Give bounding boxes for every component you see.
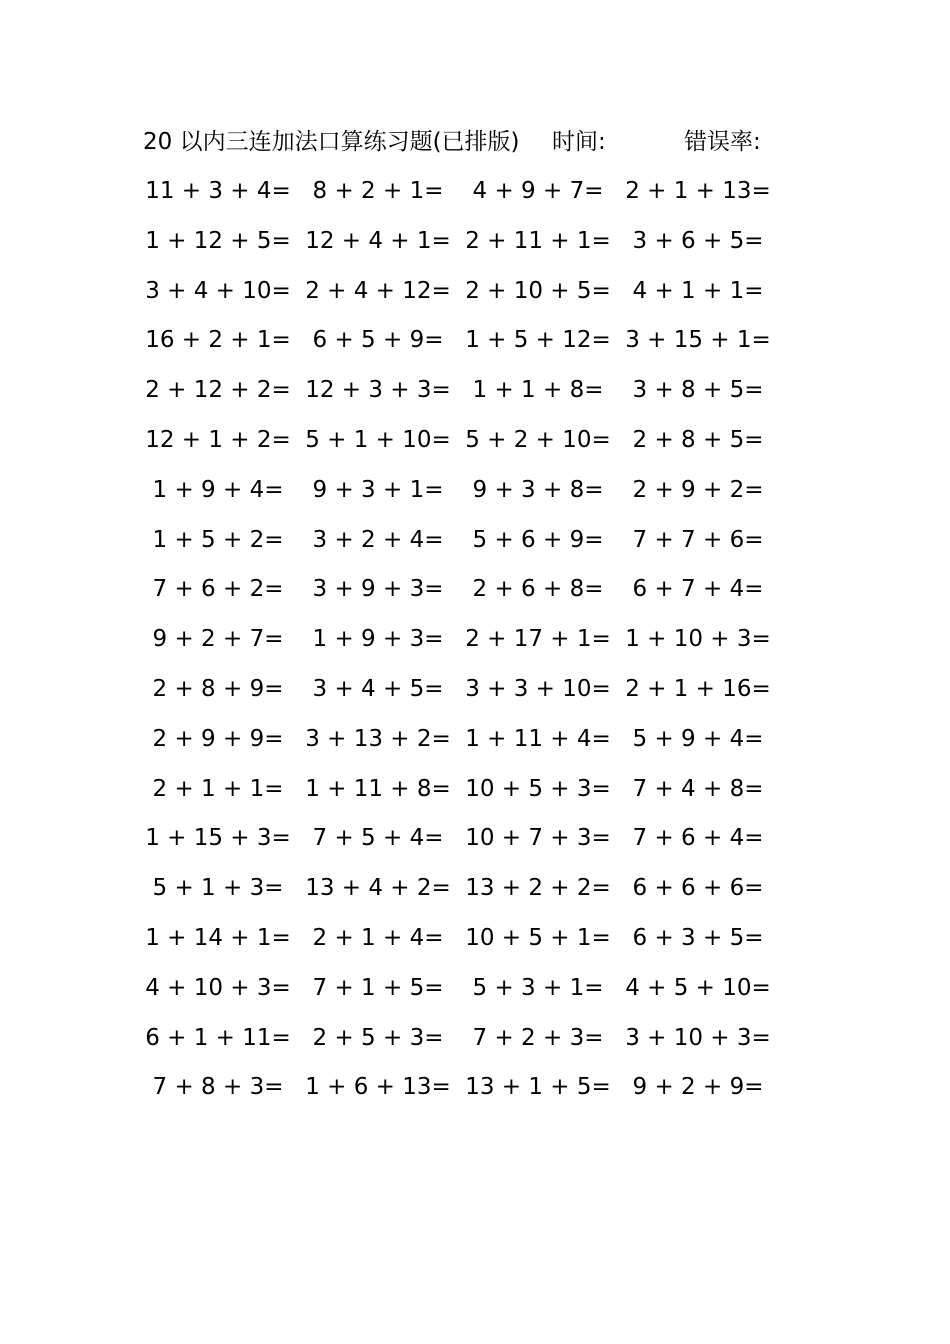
addition-problem: 4 + 10 + 3= xyxy=(145,974,291,1001)
addition-problem: 2 + 12 + 2= xyxy=(145,377,291,404)
problem-row xyxy=(138,622,778,672)
addition-problem: 3 + 3 + 10= xyxy=(465,675,611,702)
problem-row xyxy=(138,323,778,373)
addition-problem: 2 + 11 + 1= xyxy=(465,227,611,254)
addition-problem: 9 + 3 + 8= xyxy=(472,476,604,503)
addition-problem: 2 + 8 + 9= xyxy=(152,675,284,702)
problem-row xyxy=(138,274,778,324)
addition-problem: 1 + 6 + 13= xyxy=(305,1074,451,1101)
addition-problem: 12 + 3 + 3= xyxy=(305,377,451,404)
addition-problem: 5 + 9 + 4= xyxy=(632,725,764,752)
addition-problem: 2 + 1 + 16= xyxy=(625,675,771,702)
addition-problem: 10 + 5 + 1= xyxy=(465,924,611,951)
addition-problem: 6 + 1 + 11= xyxy=(145,1024,291,1051)
addition-problem: 12 + 1 + 2= xyxy=(145,426,291,453)
addition-problem: 2 + 1 + 4= xyxy=(312,924,444,951)
addition-problem: 2 + 6 + 8= xyxy=(472,576,604,603)
worksheet-title: 20 以内三连加法口算练习题(已排版) xyxy=(143,129,520,155)
worksheet-header xyxy=(143,125,783,159)
addition-problem: 7 + 6 + 4= xyxy=(632,825,764,852)
problem-row xyxy=(138,174,778,224)
addition-problem: 1 + 11 + 4= xyxy=(465,725,611,752)
addition-problem: 3 + 2 + 4= xyxy=(312,526,444,553)
problem-row xyxy=(138,373,778,423)
addition-problem: 5 + 1 + 3= xyxy=(152,875,284,902)
addition-problem: 3 + 15 + 1= xyxy=(625,327,771,354)
addition-problem: 11 + 3 + 4= xyxy=(145,178,291,204)
addition-problem: 7 + 8 + 3= xyxy=(152,1074,284,1101)
addition-problem: 5 + 3 + 1= xyxy=(472,974,604,1001)
addition-problem: 6 + 6 + 6= xyxy=(632,875,764,902)
addition-problem: 6 + 3 + 5= xyxy=(632,924,764,951)
problem-row xyxy=(138,871,778,921)
addition-problem: 7 + 7 + 6= xyxy=(632,526,764,553)
problem-row xyxy=(138,772,778,822)
addition-problem: 1 + 14 + 1= xyxy=(145,924,291,951)
problem-grid xyxy=(138,174,778,1120)
addition-problem: 12 + 4 + 1= xyxy=(305,227,451,254)
addition-problem: 1 + 5 + 2= xyxy=(152,526,284,553)
addition-problem: 1 + 1 + 8= xyxy=(472,377,604,404)
addition-problem: 2 + 1 + 1= xyxy=(152,775,284,802)
problem-row xyxy=(138,1070,778,1120)
addition-problem: 3 + 13 + 2= xyxy=(305,725,451,752)
addition-problem: 4 + 9 + 7= xyxy=(472,178,604,204)
addition-problem: 4 + 5 + 10= xyxy=(625,974,771,1001)
addition-problem: 13 + 4 + 2= xyxy=(305,875,451,902)
addition-problem: 10 + 7 + 3= xyxy=(465,825,611,852)
addition-problem: 8 + 2 + 1= xyxy=(312,178,444,204)
addition-problem: 3 + 4 + 5= xyxy=(312,675,444,702)
addition-problem: 1 + 9 + 4= xyxy=(152,476,284,503)
addition-problem: 2 + 1 + 13= xyxy=(625,178,771,204)
addition-problem: 5 + 2 + 10= xyxy=(465,426,611,453)
addition-problem: 3 + 8 + 5= xyxy=(632,377,764,404)
addition-problem: 7 + 1 + 5= xyxy=(312,974,444,1001)
addition-problem: 3 + 9 + 3= xyxy=(312,576,444,603)
problem-row xyxy=(138,971,778,1021)
addition-problem: 3 + 10 + 3= xyxy=(625,1024,771,1051)
addition-problem: 1 + 5 + 12= xyxy=(465,327,611,354)
addition-problem: 16 + 2 + 1= xyxy=(145,327,291,354)
addition-problem: 2 + 5 + 3= xyxy=(312,1024,444,1051)
addition-problem: 1 + 9 + 3= xyxy=(312,626,444,653)
addition-problem: 7 + 4 + 8= xyxy=(632,775,764,802)
addition-problem: 7 + 6 + 2= xyxy=(152,576,284,603)
time-label: 时间: xyxy=(552,129,606,155)
addition-problem: 1 + 11 + 8= xyxy=(305,775,451,802)
error-rate-label: 错误率: xyxy=(684,129,761,155)
addition-problem: 13 + 1 + 5= xyxy=(465,1074,611,1101)
addition-problem: 2 + 9 + 9= xyxy=(152,725,284,752)
addition-problem: 13 + 2 + 2= xyxy=(465,875,611,902)
addition-problem: 9 + 2 + 7= xyxy=(152,626,284,653)
problem-row xyxy=(138,473,778,523)
addition-problem: 2 + 9 + 2= xyxy=(632,476,764,503)
addition-problem: 10 + 5 + 3= xyxy=(465,775,611,802)
addition-problem: 3 + 6 + 5= xyxy=(632,227,764,254)
addition-problem: 9 + 3 + 1= xyxy=(312,476,444,503)
addition-problem: 1 + 12 + 5= xyxy=(145,227,291,254)
addition-problem: 9 + 2 + 9= xyxy=(632,1074,764,1101)
problem-row xyxy=(138,1021,778,1071)
addition-problem: 4 + 1 + 1= xyxy=(632,277,764,304)
problem-row xyxy=(138,672,778,722)
problem-row xyxy=(138,224,778,274)
addition-problem: 2 + 8 + 5= xyxy=(632,426,764,453)
addition-problem: 2 + 10 + 5= xyxy=(465,277,611,304)
addition-problem: 2 + 17 + 1= xyxy=(465,626,611,653)
addition-problem: 6 + 7 + 4= xyxy=(632,576,764,603)
addition-problem: 7 + 5 + 4= xyxy=(312,825,444,852)
addition-problem: 7 + 2 + 3= xyxy=(472,1024,604,1051)
problem-row xyxy=(138,423,778,473)
problem-row xyxy=(138,821,778,871)
addition-problem: 1 + 15 + 3= xyxy=(145,825,291,852)
addition-problem: 2 + 4 + 12= xyxy=(305,277,451,304)
problem-row xyxy=(138,523,778,573)
problem-row xyxy=(138,921,778,971)
addition-problem: 5 + 6 + 9= xyxy=(472,526,604,553)
addition-problem: 5 + 1 + 10= xyxy=(305,426,451,453)
problem-row xyxy=(138,722,778,772)
addition-problem: 6 + 5 + 9= xyxy=(312,327,444,354)
addition-problem: 1 + 10 + 3= xyxy=(625,626,771,653)
problem-row xyxy=(138,572,778,622)
addition-problem: 3 + 4 + 10= xyxy=(145,277,291,304)
